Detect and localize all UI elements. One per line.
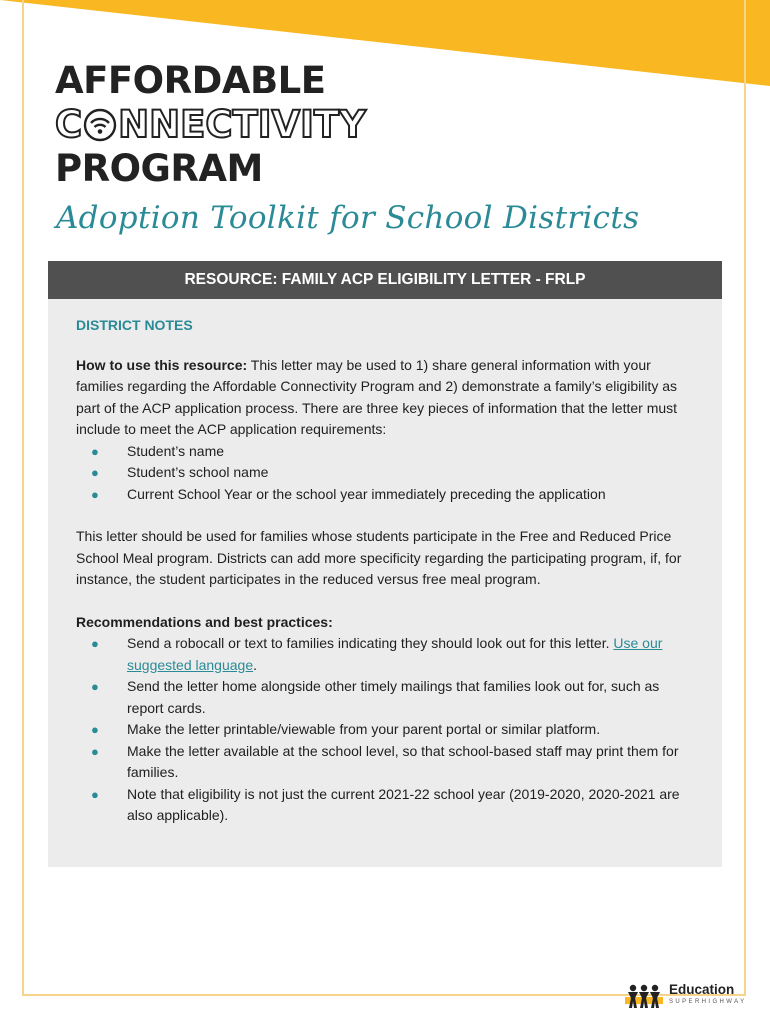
list-item: ● Current School Year or the school year immediately preceding the application: [76, 484, 694, 506]
bullet-icon: ●: [91, 636, 99, 651]
list-item: ● Send the letter home alongside other timely mailings that families look out for, such as report cards.: [91, 678, 660, 716]
recommendations-list: [76, 633, 694, 827]
people-icon: [625, 983, 663, 1009]
how-to-label: How to use this resource:: [76, 356, 248, 373]
list-item: ● Note that eligibility is not just the current 2021-22 school year (2019-2020, 2020-2021 are also applicable).: [91, 785, 680, 823]
bullet-icon: ●: [91, 722, 99, 737]
education-superhighway-logo: [625, 983, 746, 1009]
resource-title: RESOURCE: FAMILY ACP ELIGIBILITY LETTER - FRLP: [184, 271, 586, 288]
list-item: ● Student’s name: [76, 441, 694, 463]
suggested-language-link[interactable]: Use our suggested language: [127, 635, 663, 673]
list-item: ● Make the letter printable/viewable from your parent portal or similar platform.: [76, 719, 694, 741]
bullet-icon: ●: [91, 743, 99, 759]
list-item: ● Send a robocall or text to families indicating they should look out for this letter. Use our suggested language.: [91, 635, 663, 673]
toolkit-subtitle: Adoption Toolkit for School Districts: [56, 200, 640, 236]
logo-letters-nnectivity: NNECTIVITY: [118, 103, 366, 146]
list-item: ● Student’s school name: [76, 462, 694, 484]
wifi-icon: [83, 108, 117, 142]
logo-line-connectivity: [55, 102, 366, 148]
bullet-icon: ●: [91, 465, 99, 480]
district-notes-heading: DISTRICT NOTES: [76, 317, 193, 333]
bullet-icon: ●: [91, 443, 99, 459]
logo-letter-c: C: [55, 103, 83, 146]
logo-line-program: PROGRAM: [55, 147, 263, 190]
resource-title-bar: [48, 261, 722, 299]
logo-line-affordable: AFFORDABLE: [55, 59, 326, 102]
how-to-paragraph: [76, 355, 694, 441]
bullet-icon: ●: [91, 679, 99, 694]
footer-org-sub: SUPERHIGHWAY: [669, 999, 747, 1005]
recommendations-heading: Recommendations and best practices:: [76, 613, 333, 630]
usage-paragraph: This letter should be used for families whose students participate in the Free and Reduced Price School Meal program. Districts can add more specificity regarding the participating program, if, for instance, the student participates in the reduced versus free meal program.: [76, 528, 682, 587]
district-notes-box: [48, 299, 722, 867]
how-to-text: This letter may be used to 1) share general information with your families regarding the Affordable Connectivity Program and 2) demonstrate a family’s eligibility as part of the ACP application process. There are three key pieces of information that the letter must include to meet the ACP application requirements:: [76, 356, 678, 437]
list-item: ● Make the letter available at the school level, so that school-based staff may print them for families.: [91, 742, 679, 780]
footer-org-name: Education: [669, 982, 735, 997]
requirements-list: [76, 441, 694, 506]
acp-logo: [55, 60, 366, 190]
bullet-icon: ●: [91, 786, 99, 802]
bullet-icon: ●: [91, 486, 99, 502]
